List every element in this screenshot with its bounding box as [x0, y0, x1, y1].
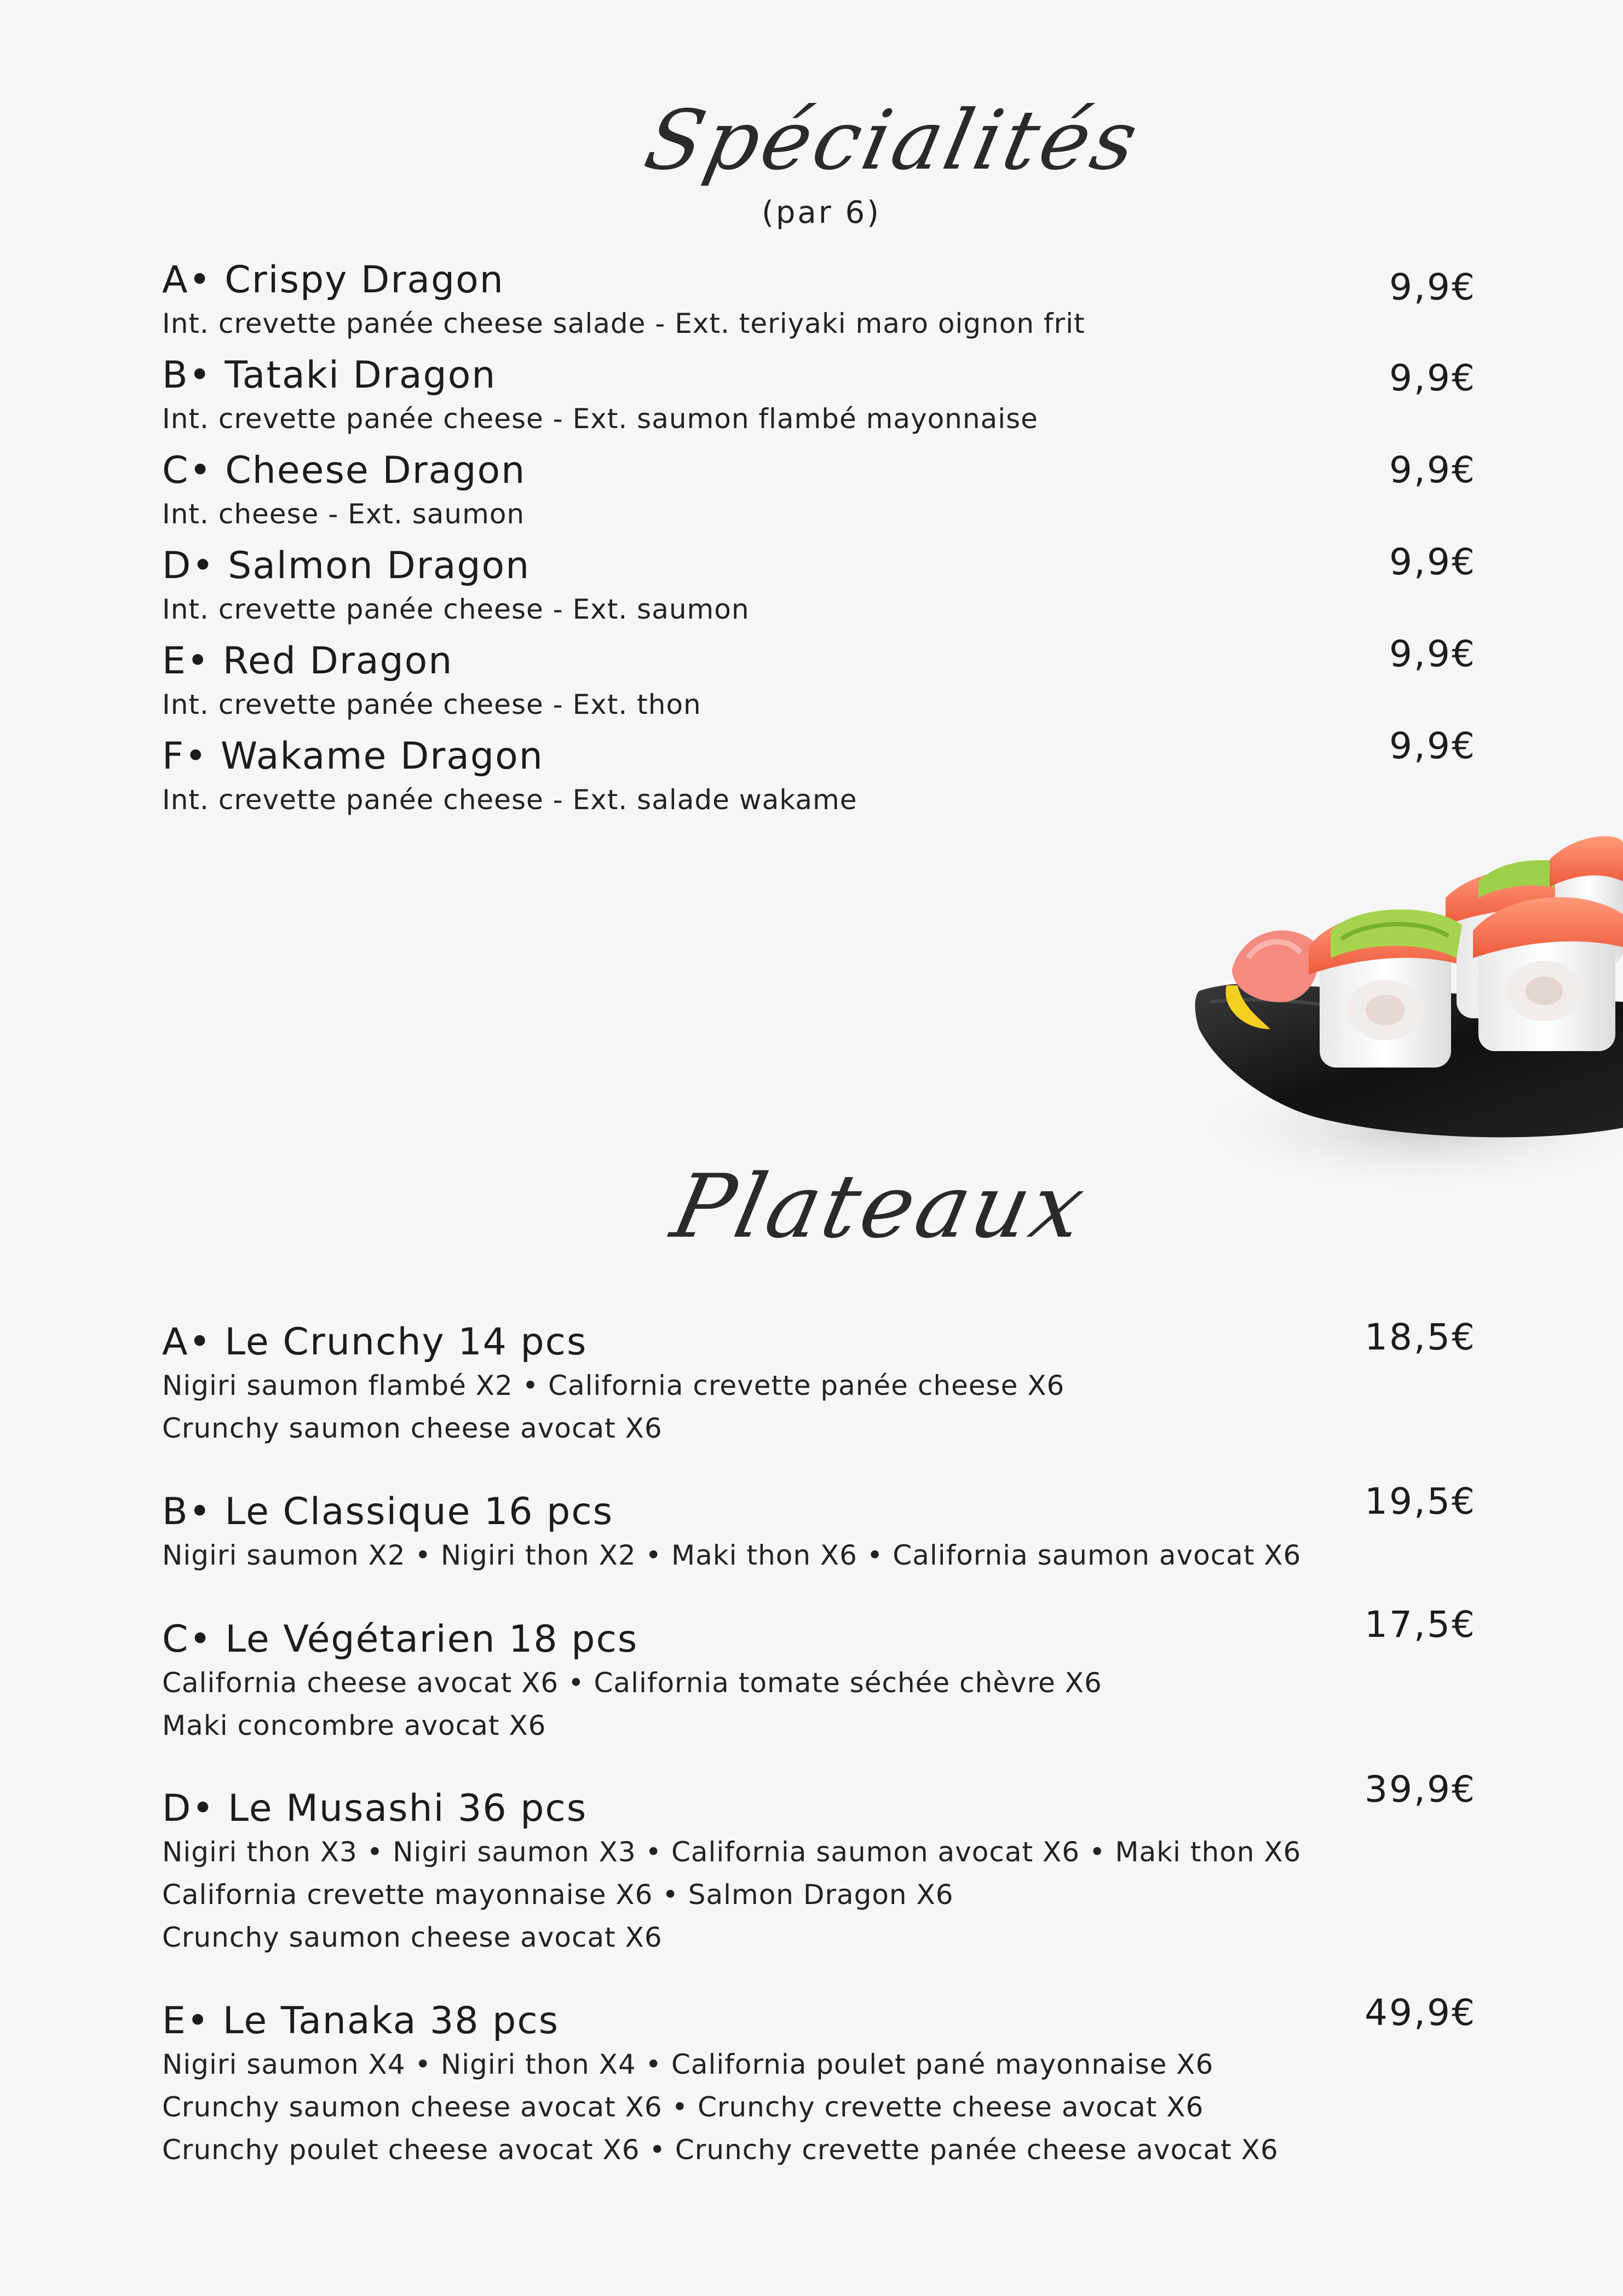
item-name: C• Cheese Dragon: [162, 449, 526, 492]
item-name: E• Red Dragon: [162, 639, 453, 683]
specialite-item: [162, 541, 1476, 631]
item-description: Int. crevette panée cheese - Ext. thon: [162, 689, 701, 720]
plateau-item: [162, 1768, 1476, 1959]
item-price: 9,9€: [1389, 266, 1476, 308]
item-description-line: Crunchy saumon cheese avocat X6: [162, 1412, 663, 1444]
item-name: A• Le Crunchy 14 pcs: [162, 1320, 588, 1364]
item-price: 17,5€: [1365, 1603, 1476, 1646]
plateaux-title: Plateaux: [664, 1155, 1096, 1257]
item-price: 18,5€: [1365, 1316, 1476, 1358]
item-price: 9,9€: [1389, 449, 1476, 491]
item-price: 9,9€: [1389, 633, 1476, 675]
plateau-item: [162, 1992, 1476, 2171]
item-description: Int. crevette panée cheese - Ext. salade wakame: [162, 784, 857, 816]
specialite-item: [162, 725, 1476, 821]
specialites-subtitle: (par 6): [761, 195, 881, 230]
item-name: D• Salmon Dragon: [162, 544, 531, 587]
item-description-line: California cheese avocat X6 • California tomate séchée chèvre X6: [162, 1667, 1102, 1699]
item-description-line: California crevette mayonnaise X6 • Salmon Dragon X6: [162, 1879, 954, 1911]
item-description-line: Crunchy saumon cheese avocat X6 • Crunchy crevette cheese avocat X6: [162, 2091, 1204, 2123]
item-description-line: Nigiri saumon X4 • Nigiri thon X4 • California poulet pané mayonnaise X6: [162, 2049, 1214, 2080]
specialite-item: [162, 258, 1476, 345]
item-name: F• Wakame Dragon: [162, 735, 544, 778]
specialite-item: [162, 354, 1476, 440]
item-description: Int. crevette panée cheese - Ext. saumon: [162, 593, 750, 625]
item-description: Int. crevette panée cheese salade - Ext. teriyaki maro oignon frit: [162, 308, 1085, 339]
item-description-line: Crunchy saumon cheese avocat X6: [162, 1922, 663, 1953]
item-description-line: Crunchy poulet cheese avocat X6 • Crunchy crevette panée cheese avocat X6: [162, 2134, 1279, 2166]
item-description-line: Nigiri thon X3 • Nigiri saumon X3 • California saumon avocat X6 • Maki thon X6: [162, 1836, 1302, 1868]
item-name: B• Tataki Dragon: [162, 354, 497, 397]
item-name: A• Crispy Dragon: [162, 258, 504, 302]
item-description-line: Nigiri saumon flambé X2 • California crevette panée cheese X6: [162, 1370, 1065, 1401]
specialite-item: [162, 633, 1476, 726]
item-description: Int. crevette panée cheese - Ext. saumon flambé mayonnaise: [162, 403, 1038, 435]
item-description: Int. cheese - Ext. saumon: [162, 498, 525, 530]
item-price: 49,9€: [1365, 1992, 1476, 2034]
plateau-item: [162, 1316, 1476, 1450]
item-description-line: Maki concombre avocat X6: [162, 1710, 546, 1741]
plateau-item: [162, 1480, 1476, 1577]
item-price: 9,9€: [1389, 541, 1476, 583]
item-name: D• Le Musashi 36 pcs: [162, 1787, 588, 1830]
plateau-item: [162, 1603, 1476, 1747]
specialite-item: [162, 449, 1476, 535]
item-name: B• Le Classique 16 pcs: [162, 1490, 614, 1533]
item-price: 39,9€: [1365, 1768, 1476, 1810]
item-price: 19,5€: [1365, 1480, 1476, 1522]
item-description-line: Nigiri saumon X2 • Nigiri thon X2 • Maki thon X6 • California saumon avocat X6: [162, 1539, 1302, 1571]
item-price: 9,9€: [1389, 725, 1476, 767]
item-name: E• Le Tanaka 38 pcs: [162, 1999, 560, 2043]
specialites-title: Spécialités: [637, 93, 1149, 188]
item-name: C• Le Végétarien 18 pcs: [162, 1618, 638, 1661]
sushi-plate-image: [1150, 821, 1623, 1204]
item-price: 9,9€: [1389, 357, 1476, 399]
